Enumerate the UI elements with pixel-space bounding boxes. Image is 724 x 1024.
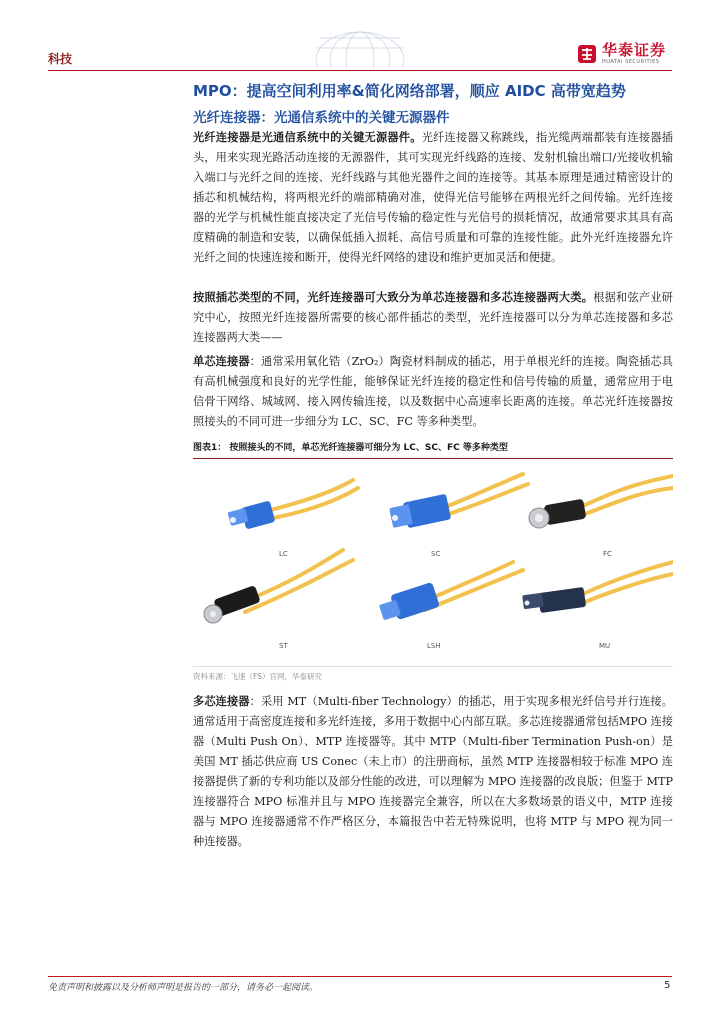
- label-st: ST: [279, 642, 288, 650]
- label-sc: SC: [431, 550, 441, 558]
- label-lc: LC: [279, 550, 288, 558]
- footer-disclaimer: 免责声明和披露以及分析师声明是报告的一部分，请务必一起阅读。: [48, 983, 319, 993]
- logo-text-en: HUATAI SECURITIES: [602, 59, 660, 65]
- paragraph-1-lead: 光纤连接器是光通信系统中的关键无源器件。: [193, 131, 422, 144]
- logo-text-cn: 华泰证券: [602, 41, 667, 59]
- paragraph-3: [193, 352, 673, 432]
- paragraph-2-body: 根据和弦产业研究中心，按照光纤连接器所需要的核心部件插芯的类型，光纤连接器可以分为单芯连接器和多芯连接器两大类——: [193, 291, 673, 344]
- label-lsh: LSH: [427, 642, 441, 650]
- fc-connector-icon: [529, 499, 586, 528]
- paragraph-3-lead: 单芯连接器: [193, 355, 250, 368]
- globe-decoration: [300, 28, 420, 68]
- section-subtitle: 光纤连接器：光通信系统中的关键无源器件: [193, 110, 450, 126]
- paragraph-1-body: 光纤连接器又称跳线，指光缆两端都装有连接器插头，用来实现光路活动连接的无源器件，其可实现光纤线路的连接、发射机输出端口/光接收机输入端口与光纤之间的连接、光纤线路与其他光器件之间的连接等。其基本原理是通过精密设计的插芯和机械结构，将两根光纤的端部精确对准，使得光信号能够在两根光纤之间传输。光纤连接器的光学与机械性能直接决定了光信号传输的稳定性与光信号的损耗情况，故通常要求其具有高度精确的制造和安装，以确保低插入损耗、高信号质量和可靠的连接性能。此外光纤连接器允许光纤之间的快速连接和断开，使得光纤网络的建设和维护更加灵活和便捷。: [193, 131, 673, 264]
- sc-connector-icon: [389, 494, 451, 529]
- header-rule: [48, 70, 672, 71]
- sector-label: 科技: [48, 52, 73, 66]
- page-number: 5: [664, 980, 671, 991]
- paragraph-3-body: ：通常采用氧化锆（ZrO₂）陶瓷材料制成的插芯，用于单根光纤的连接。陶瓷插芯具有高机械强度和良好的光学性能，能够保证光纤连接的稳定性和信号传输的质量，通常应用于电信骨干网络、城域网、接入网传输连接，以及数据中心高速率长距离的连接。单芯光纤连接器按照接头的不同可进一步细分为 LC、SC、FC 等多种类型。: [193, 355, 673, 428]
- logo-icon: [576, 43, 598, 65]
- paragraph-4-body: ：采用 MT（Multi-fiber Technology）的插芯，用于实现多根光纤信号并行连接。通常适用于高密度连接和多光纤连接，多用于数据中心内部互联。多芯连接器通常包括MPO 连接器（Multi Push On）、MTP 连接器等。其中 MTP（Multi-fiber Termination Push-on）是美国 MT 插芯供应商 US Conec（未上市）的注册商标，虽然 MTP 连接器相较于标准 MPO 连接器提供了新的专利功能以及部分性能的改进，可以理解为 MPO 连接器的改良版；但鉴于 MTP 连接器符合 MPO 标准并且与 MPO 连接器完全兼容，所以在大多数场景的语义中，MTP 连接器与 MPO 连接器通常不作严格区分，本篇报告中若无特殊说明，也将 MTP 与 MPO 视为同一种连接器。: [193, 695, 673, 848]
- paragraph-4: [193, 692, 673, 852]
- paragraph-2-lead: 按照插芯类型的不同，光纤连接器可大致分为单芯连接器和多芯连接器两大类。: [193, 291, 594, 304]
- page-title: MPO：提高空间利用率&简化网络部署，顺应 AIDC 高带宽趋势: [193, 82, 626, 100]
- paragraph-2: [193, 288, 673, 348]
- figure-source: 资料来源：飞速（FS）官网，华泰研究: [193, 666, 673, 682]
- mu-connector-icon: [522, 587, 586, 613]
- paragraph-1: [193, 128, 673, 268]
- lsh-connector-icon: [379, 582, 440, 621]
- label-fc: FC: [603, 550, 612, 558]
- lc-connector-icon: [227, 500, 275, 529]
- footer-rule: [48, 976, 672, 977]
- connector-figure: [193, 462, 673, 660]
- paragraph-4-lead: 多芯连接器: [193, 695, 250, 708]
- label-mu: MU: [599, 642, 611, 650]
- connector-illustration: [193, 462, 673, 660]
- figure-caption: 图表1： 按照接头的不同，单芯光纤连接器可细分为 LC、SC、FC 等多种类型: [193, 440, 673, 459]
- st-connector-icon: [204, 585, 261, 623]
- huatai-logo: [576, 42, 666, 65]
